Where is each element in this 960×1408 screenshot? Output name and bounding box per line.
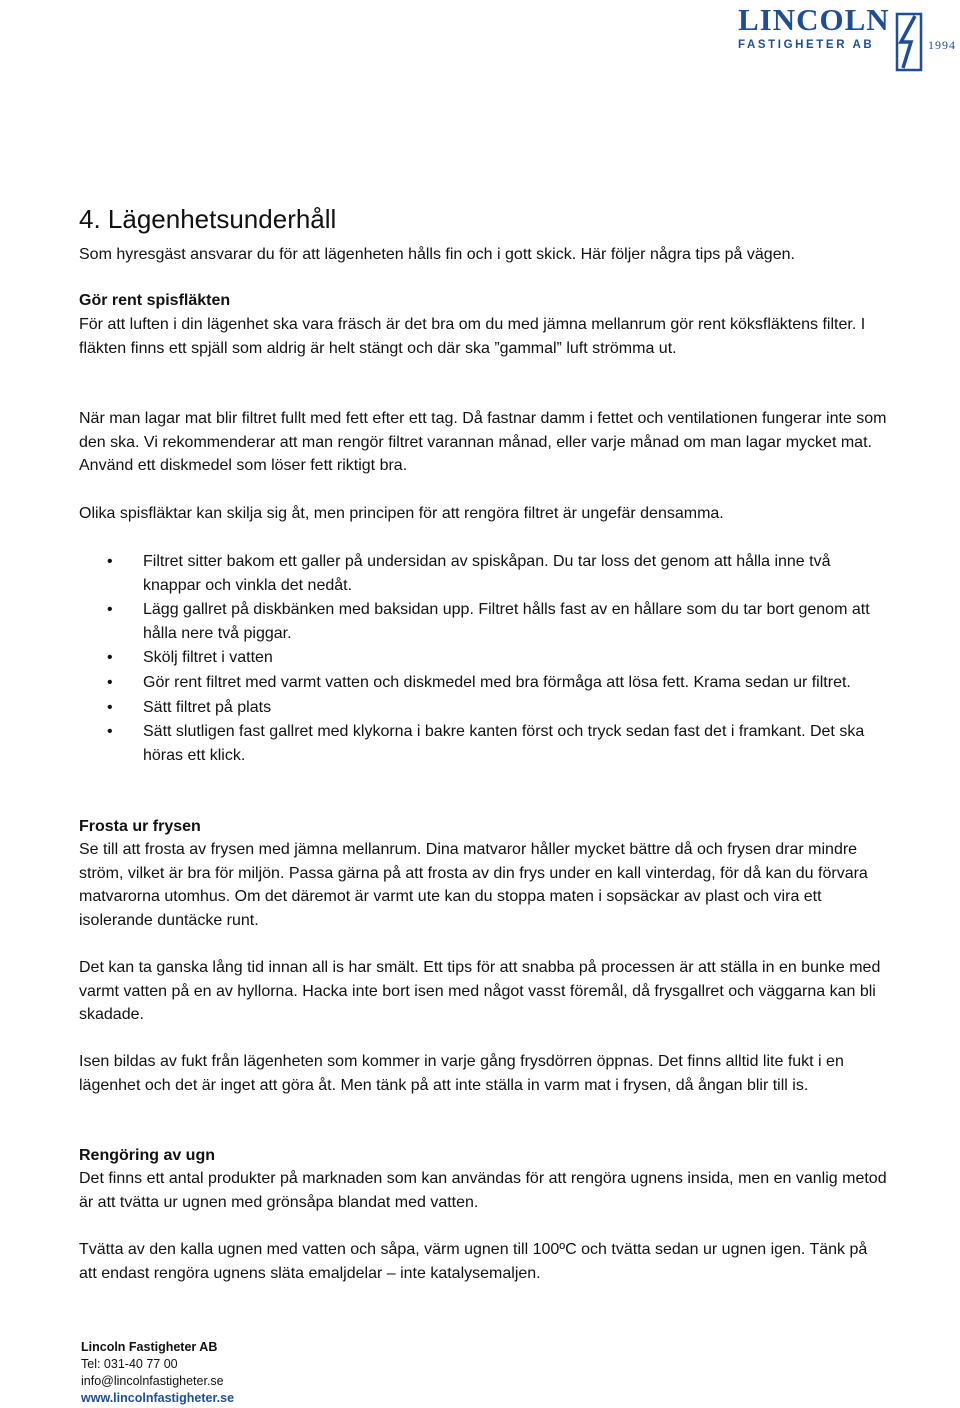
list-item: • Sätt filtret på plats [79, 696, 889, 720]
footer-email-link[interactable]: info@lincolnfastigheter.se [81, 1374, 224, 1388]
list-item: • Filtret sitter bakom ett galler på undersidan av spiskåpan. Du tar loss det genom att hålla inne två knappar och vinkla det nedåt. [79, 550, 889, 597]
spisflakt-paragraph-1: För att luften i din lägenhet ska vara fräsch är det bra om du med jämna mellanrum gör rent köksfläktens filter. I fläkten finns ett spjäll som aldrig är helt stängt och där ska ”gammal” luft strömma ut. [79, 316, 866, 357]
list-item: • Lägg gallret på diskbänken med baksidan upp. Filtret hålls fast av en hållare som du tar bort genom att hålla nere två piggar. [79, 598, 889, 645]
footer-company: Lincoln Fastigheter AB [81, 1340, 218, 1354]
logo-name: LINCOLN [738, 2, 890, 37]
ugn-paragraph-1: Det finns ett antal produkter på marknaden som kan användas för att rengöra ugnens insida, men en vanlig metod är att tvätta ur ugnen med grönsåpa blandat med vatten. [79, 1170, 887, 1211]
section-title-spisflakt: Gör rent spisfläkten [79, 292, 231, 309]
ugn-paragraph-2: Tvätta av den kalla ugnen med vatten och såpa, värm ugnen till 100ºC och tvätta sedan ur ugnen igen. Tänk på att endast rengöra ugnens släta emaljdelar – inte katalysemaljen. [79, 1241, 868, 1282]
frysen-paragraph-1: Se till att frosta av frysen med jämna mellanrum. Dina matvaror håller mycket bättre då och frysen drar mindre ström, vilket är bra för miljön. Passa gärna på att frosta av din frys under en kall vinterdag, för då kan du förvara matvarorna utomhus. Om det däremot är varmt ute kan du stoppa maten i sopsäckar av plast och vira ett isolerande duntäcke runt. [79, 841, 868, 929]
logo-year: 1994 [928, 38, 956, 52]
spisflakt-paragraph-3: Olika spisfläktar kan skilja sig åt, men principen för att rengöra filtret är ungefär densamma. [79, 505, 724, 522]
cleaning-steps-list [79, 550, 889, 767]
footer-phone: Tel: 031-40 77 00 [81, 1357, 178, 1371]
list-item: • Skölj filtret i vatten [79, 646, 889, 670]
footer-contact [81, 1339, 234, 1407]
intro-paragraph: Som hyresgäst ansvarar du för att lägenheten hålls fin och i gott skick. Här följer några tips på vägen. [79, 246, 795, 263]
section-title-frysen: Frosta ur frysen [79, 818, 201, 835]
footer-website-link[interactable]: www.lincolnfastigheter.se [81, 1391, 235, 1405]
page-title: 4. Lägenhetsunderhåll [79, 204, 337, 234]
frysen-paragraph-3: Isen bildas av fukt från lägenheten som kommer in varje gång frysdörren öppnas. Det finns alltid lite fukt i en lägenhet och det är inget att göra åt. Men tänk på att inte ställa in varm mat i frysen, då ångan blir till is. [79, 1053, 844, 1094]
company-logo [734, 2, 958, 72]
list-item: • Gör rent filtret med varmt vatten och diskmedel med bra förmåga att lösa fett. Krama sedan ur filtret. [79, 671, 889, 695]
logo-mark-icon [891, 10, 925, 72]
logo-subtitle: FASTIGHETER AB [738, 39, 875, 51]
frysen-paragraph-2: Det kan ta ganska lång tid innan all is har smält. Ett tips för att snabba på processen är att ställa in en bunke med varmt vatten på en av hyllorna. Hacka inte bort isen med något vasst föremål, då frysgallret och väggarna kan bli skadade. [79, 959, 881, 1024]
section-title-ugn: Rengöring av ugn [79, 1147, 215, 1164]
list-item: • Sätt slutligen fast gallret med klykorna i bakre kanten först och tryck sedan fast det i framkant. Det ska höras ett klick. [79, 720, 889, 767]
spisflakt-paragraph-2: När man lagar mat blir filtret fullt med fett efter ett tag. Då fastnar damm i fettet och ventilationen fungerar inte som den ska. Vi rekommenderar att man rengör filtret varannan månad, eller varje månad om man lagar mycket mat. Använd ett diskmedel som löser fett riktigt bra. [79, 410, 887, 475]
